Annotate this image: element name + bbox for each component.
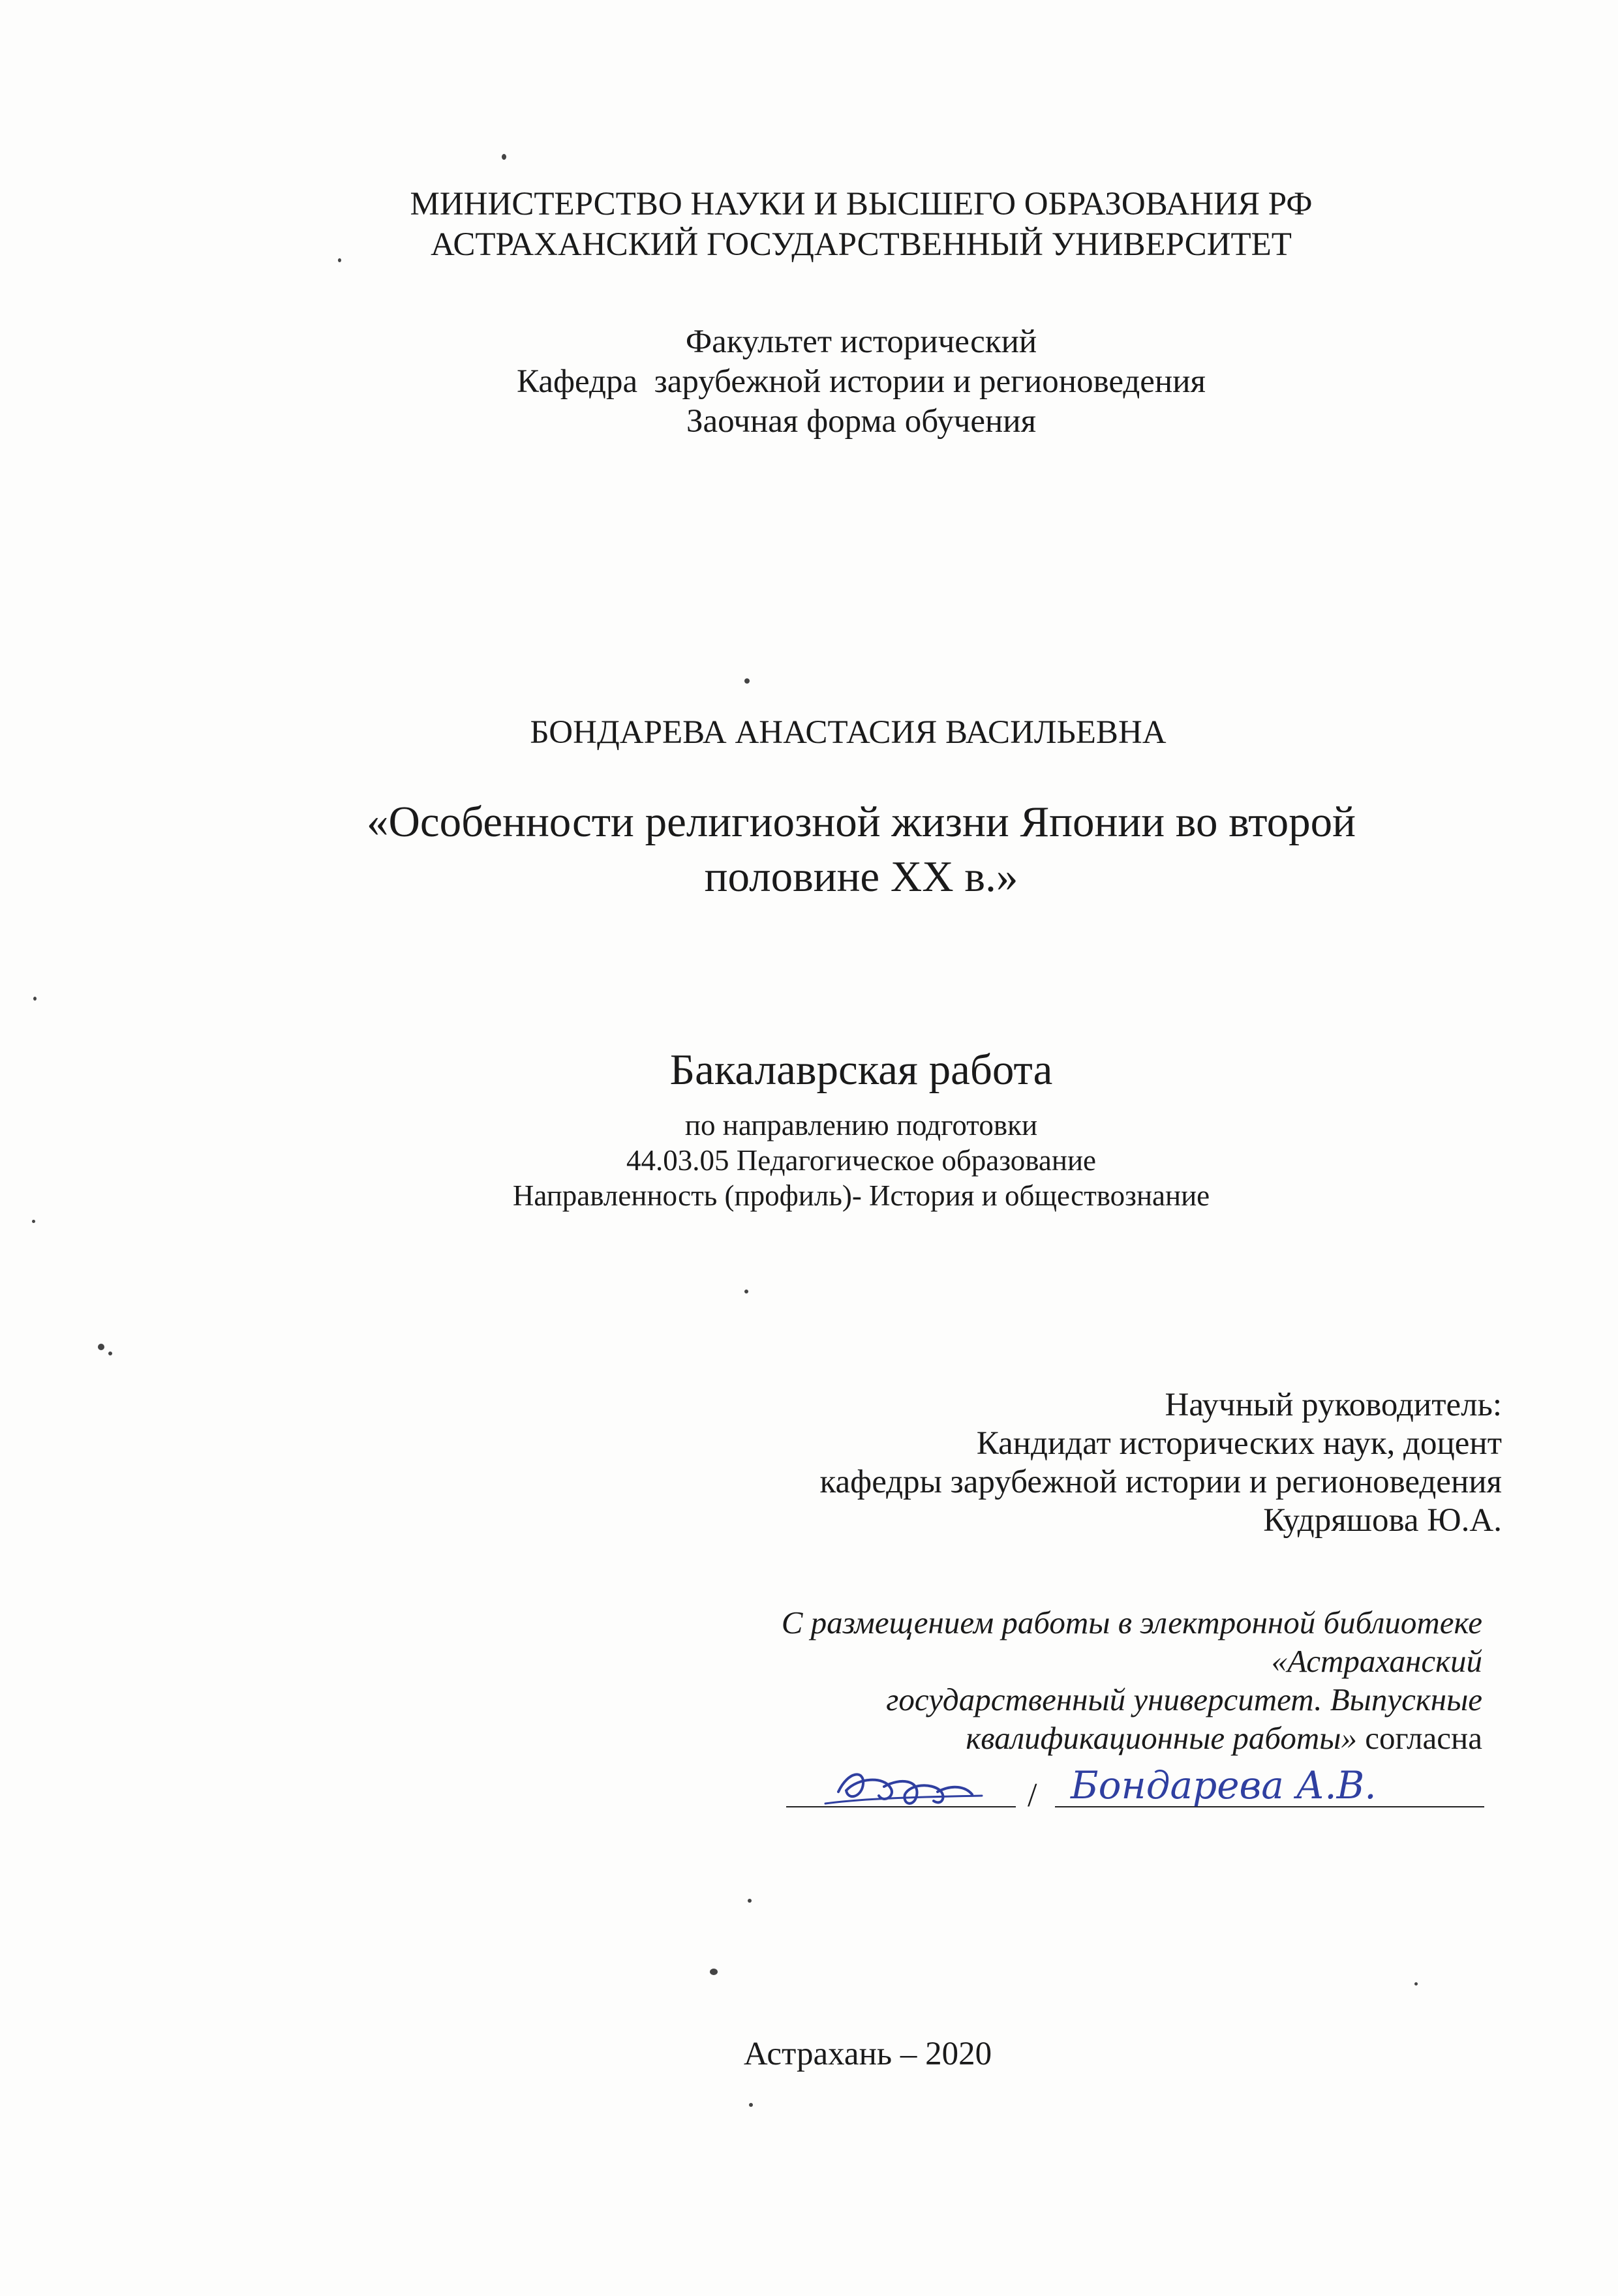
consent-line: государственный университет. Выпускные [886,1682,1482,1717]
thesis-title [52,794,1618,904]
scan-speck [710,1969,718,1975]
scan-speck [748,1899,752,1903]
handwritten-name-text: Бондарева А.В. [1071,1763,1377,1807]
author-name: БОНДАРЕВА АНАСТАСИЯ ВАСИЛЬЕВНА [530,714,1167,751]
study-profile: Направленность (профиль)- История и обществознание [512,1179,1210,1212]
consent-line [782,1719,1482,1757]
signature-row [786,1758,1484,1817]
direction-intro: по направлению подготовки [684,1109,1038,1141]
header [52,184,1618,265]
consent-line-italic: квалификационные работы» [966,1720,1357,1756]
scan-speck [502,154,506,160]
university-name: АСТРАХАНСКИЙ ГОСУДАРСТВЕННЫЙ УНИВЕРСИТЕТ [431,226,1292,263]
scan-speck [744,678,750,684]
city-year: Астрахань – 2020 [743,2036,992,2072]
direction-code: 44.03.05 Педагогическое образование [626,1144,1097,1177]
consent-line: С размещением работы в электронной библиотеке [781,1605,1482,1640]
scan-speck [1414,1982,1418,1986]
consent-line: «Астраханский [1271,1643,1482,1679]
scan-speck [108,1352,112,1355]
ministry-name: МИНИСТЕРСТВО НАУКИ И ВЫСШЕГО ОБРАЗОВАНИЯ РФ [410,186,1313,222]
scan-speck [32,1220,35,1223]
library-consent [782,1603,1482,1757]
study-form: Заочная форма обучения [686,403,1037,440]
scan-speck [744,1290,748,1293]
scan-speck [749,2103,753,2107]
supervisor-name: Кудряшова Ю.А. [1263,1502,1502,1539]
faculty-info [52,322,1618,442]
handwritten-name [786,1758,1484,1817]
supervisor-block [820,1386,1502,1540]
thesis-title-line: половине XX в.» [704,853,1018,901]
scan-speck [33,997,37,1001]
supervisor-heading: Научный руководитель: [1165,1387,1502,1423]
consent-line-agree: согласна [1356,1720,1482,1756]
study-direction [52,1108,1618,1213]
supervisor-degree: Кандидат исторических наук, доцент [976,1425,1502,1462]
work-type: Бакалаврская работа [669,1046,1053,1094]
scan-speck [98,1344,104,1350]
signature-separator: / [1028,1777,1037,1814]
supervisor-department: кафедры зарубежной истории и регионоведения [819,1464,1502,1500]
faculty-name: Факультет исторический [685,324,1037,360]
department-name: Кафедра зарубежной истории и регионоведения [517,363,1206,400]
thesis-title-line: «Особенности религиозной жизни Японии во второй [367,798,1356,846]
